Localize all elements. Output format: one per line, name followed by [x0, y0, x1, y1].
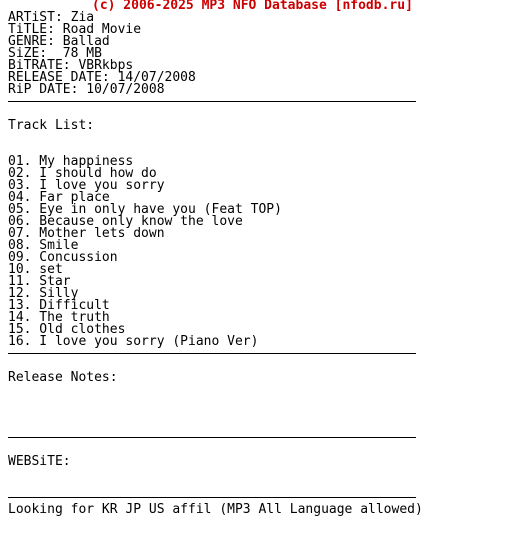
- title-line: TiTLE: Road Movie: [8, 22, 142, 37]
- footer-line: Looking for KR JP US affil (MP3 All Language allowed): [8, 502, 423, 517]
- rip-date-line: RiP DATE: 10/07/2008: [8, 82, 165, 97]
- track-item: 16. I love you sorry (Piano Ver): [8, 334, 259, 349]
- track-item: 04. Far place: [8, 190, 110, 205]
- blank-line: [8, 480, 508, 492]
- tracklist-heading: Track List:: [8, 118, 95, 133]
- website-heading: WEBSiTE:: [8, 454, 71, 469]
- divider: [8, 348, 508, 360]
- blank-line: [8, 396, 508, 408]
- track-item: 13. Difficult: [8, 298, 110, 313]
- size-line: SiZE: 78 MB: [8, 46, 102, 61]
- blank-line: [8, 132, 508, 144]
- blank-line: [8, 420, 508, 432]
- blank-line: [8, 468, 508, 480]
- divider: [8, 96, 508, 108]
- track-item: 12. Silly: [8, 286, 79, 301]
- genre-line: GENRE: Ballad: [8, 34, 110, 49]
- blank-line: [8, 444, 508, 456]
- bitrate-line: BiTRATE: VBRkbps: [8, 58, 134, 73]
- track-item: 02. I should how do: [8, 166, 157, 181]
- track-item: 15. Old clothes: [8, 322, 126, 337]
- track-item: 09. Concussion: [8, 250, 118, 265]
- track-item: 05. Eye in only have you (Feat TOP): [8, 202, 282, 217]
- blank-line: [8, 384, 508, 396]
- track-item: 08. Smile: [8, 238, 79, 253]
- track-item: 06. Because only know the love: [8, 214, 243, 229]
- nfodb-header: (c) 2006-2025 MP3 NFO Database [nfodb.ru]: [92, 0, 413, 13]
- release-notes-heading: Release Notes:: [8, 370, 118, 385]
- blank-line: [8, 408, 508, 420]
- release-date-line: RELEASE DATE: 14/07/2008: [8, 70, 196, 85]
- track-item: 14. The truth: [8, 310, 110, 325]
- track-item: 11. Star: [8, 274, 71, 289]
- nfo-document: [8, 0, 508, 516]
- track-item: 07. Mother lets down: [8, 226, 165, 241]
- artist-line: ARTiST: Zia: [8, 10, 95, 25]
- track-item: 10. set: [8, 262, 63, 277]
- divider: [8, 432, 508, 444]
- track-item: 01. My happiness: [8, 154, 134, 169]
- divider: [8, 492, 508, 504]
- track-item: 03. I love you sorry: [8, 178, 165, 193]
